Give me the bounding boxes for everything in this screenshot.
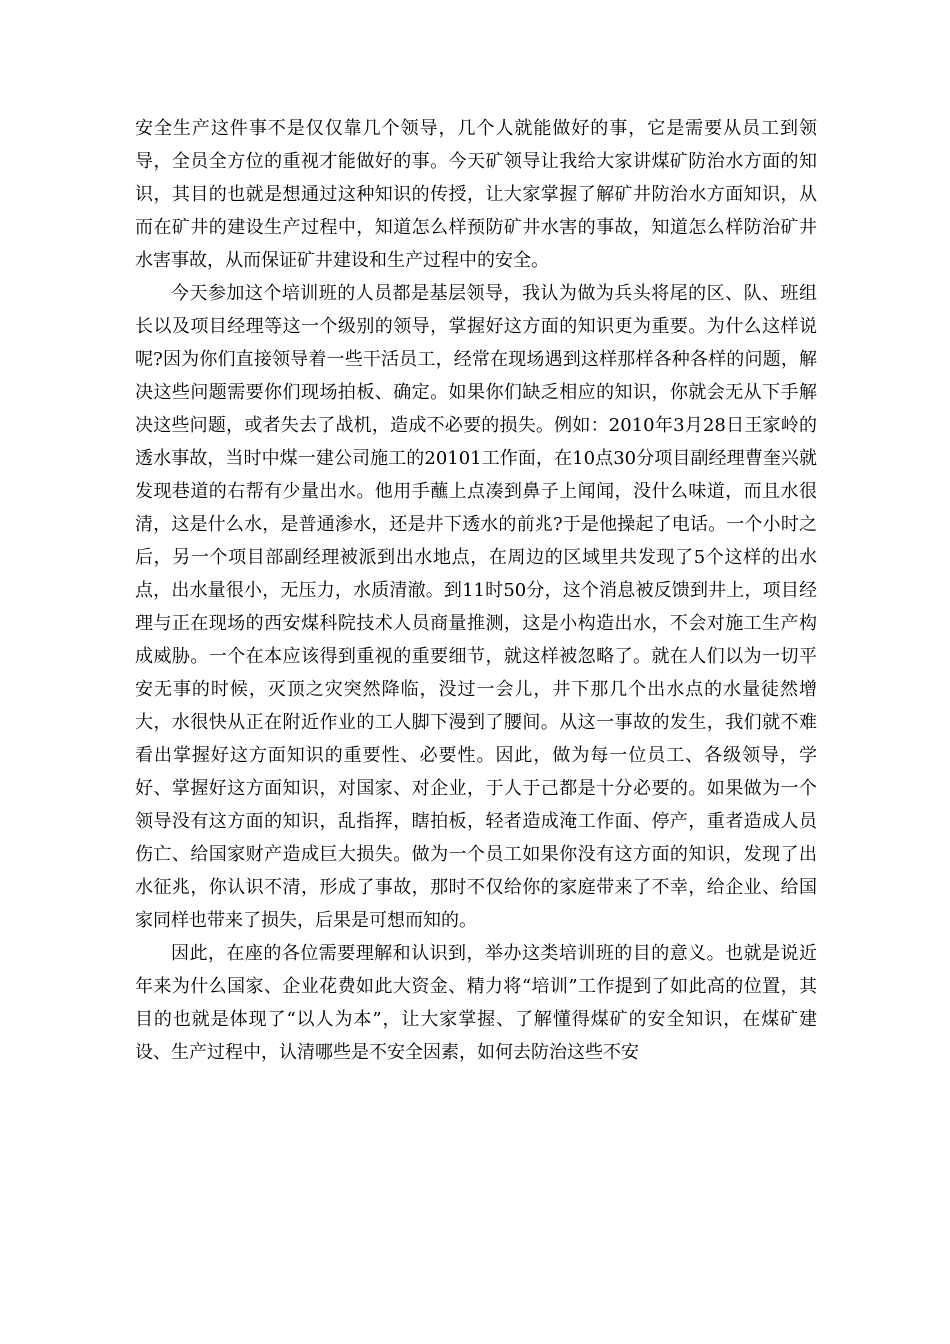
paragraph-1: 安全生产这件事不是仅仅靠几个领导，几个人就能做好的事，它是需要从员工到领导，全员全方位的重视才能做好的事。今天矿领导让我给大家讲煤矿防治水方面的知识，其目的也就是想通过这种知识的传授，让大家掌握了解矿井防治水方面知识，从而在矿井的建设生产过程中，知道怎么样预防矿井水害的事故，知道怎么样防治矿井水害事故，从而保证矿井建设和生产过程中的安全。 (135, 118, 817, 271)
paragraph-3: 因此，在座的各位需要理解和认识到，举办这类培训班的目的意义。也就是说近年来为什么国家、企业花费如此大资金、精力将“培训”工作提到了如此高的位置，其目的也就是体现了“以人为本”，让大家掌握、了解懂得煤矿的安全知识，在煤矿建设、生产过程中，认清哪些是不安全因素，如何去防治这些不安 (135, 943, 817, 1063)
paragraph-2: 今天参加这个培训班的人员都是基层领导，我认为做为兵头将尾的区、队、班组长以及项目经理等这一个级别的领导，掌握好这方面的知识更为重要。为什么这样说呢?因为你们直接领导着一些干活员工，经常在现场遇到这样那样各种各样的问题，解决这些问题需要你们现场拍板、确定。如果你们缺乏相应的知识，你就会无从下手解决这些问题，或者失去了战机，造成不必要的损失。例如：2010年3月28日王家岭的透水事故，当时中煤一建公司施工的20101工作面，在10点30分项目副经理曹奎兴就发现巷道的右帮有少量出水。他用手蘸上点凑到鼻子上闻闻，没什么味道，而且水很清，这是什么水，是普通渗水，还是井下透水的前兆?于是他操起了电话。一个小时之后，另一个项目部副经理被派到出水地点，在周边的区域里共发现了5个这样的出水点，出水量很小，无压力，水质清澈。到11时50分，这个消息被反馈到井上，项目经理与正在现场的西安煤科院技术人员商量推测，这是小构造出水，不会对施工生产构成威胁。一个在本应该得到重视的重要细节，就这样被忽略了。就在人们以为一切平安无事的时候，灭顶之灾突然降临，没过一会儿，井下那几个出水点的水量徒然增大，水很快从正在附近作业的工人脚下漫到了腰间。从这一事故的发生，我们就不难看出掌握好这方面知识的重要性、必要性。因此，做为每一位员工、各级领导，学好、掌握好这方面知识，对国家、对企业，于人于己都是十分必要的。如果做为一个领导没有这方面的知识，乱指挥，瞎拍板，轻者造成淹工作面、停产，重者造成人员伤亡、给国家财产造成巨大损失。做为一个员工如果你没有这方面的知识，发现了出水征兆，你认识不清，形成了事故，那时不仅给你的家庭带来了不幸，给企业、给国家同样也带来了损失，后果是可想而知的。 (135, 283, 817, 931)
document-body (135, 112, 817, 1069)
